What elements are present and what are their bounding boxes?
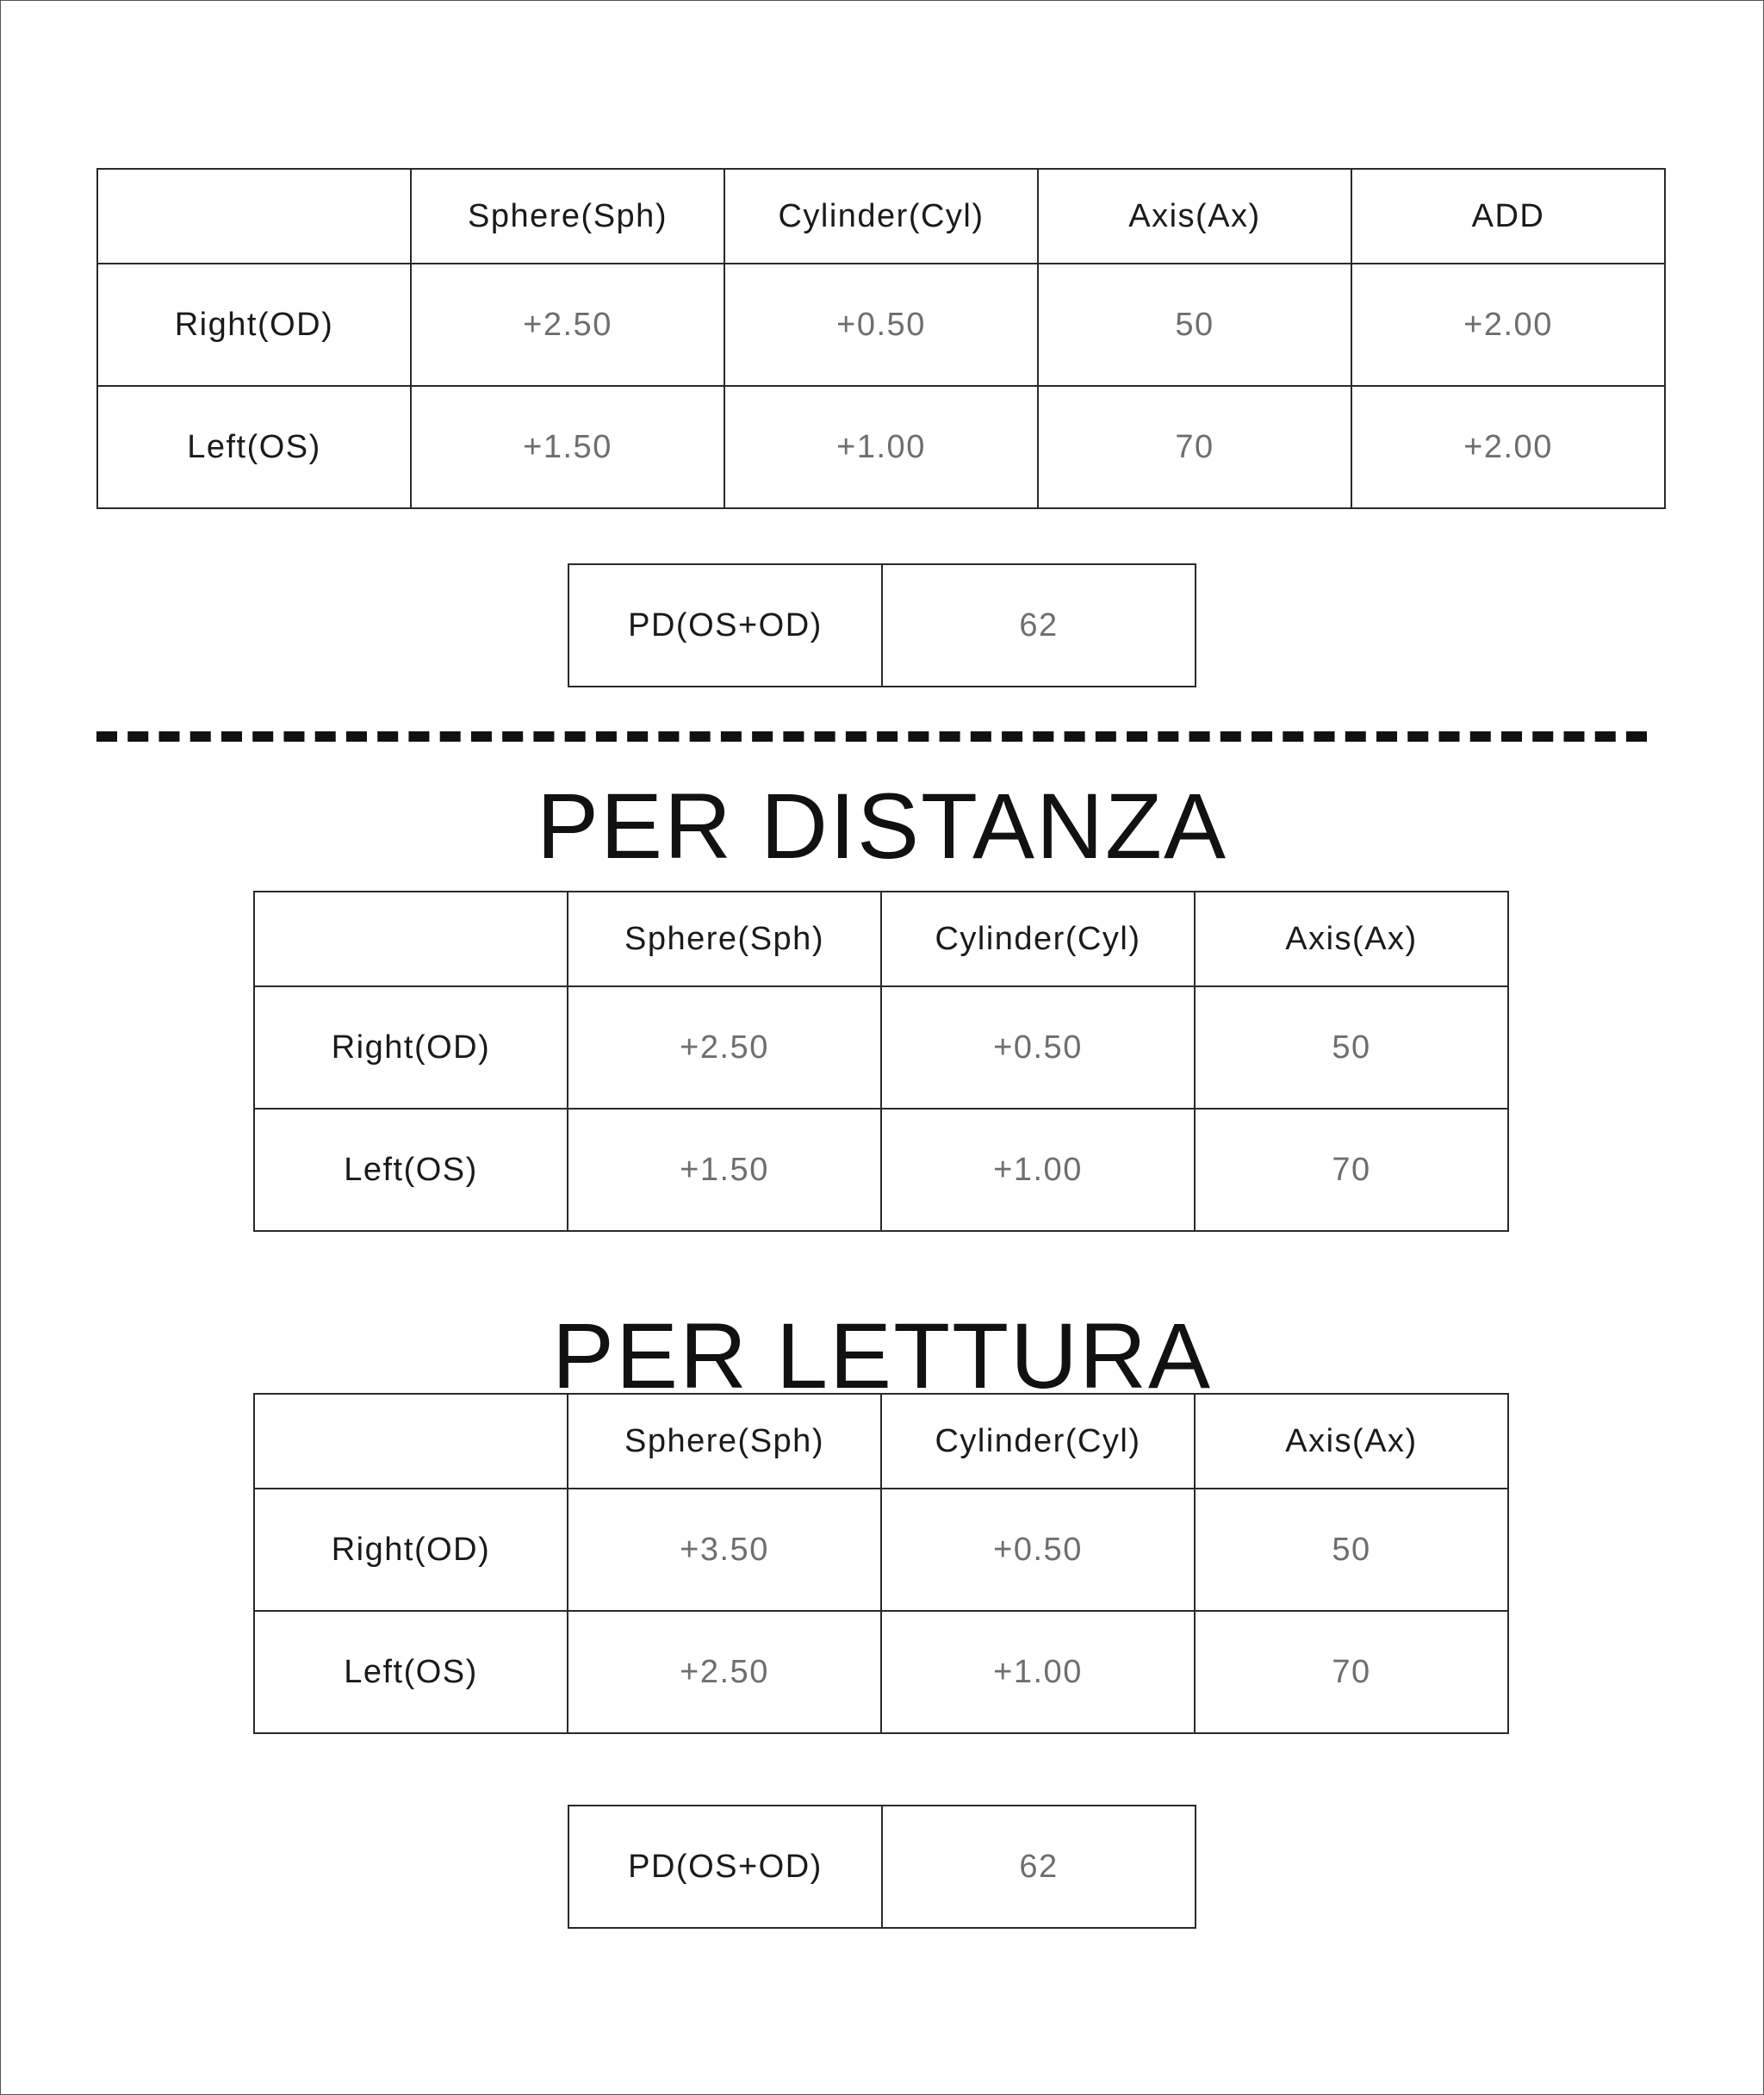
dashed-divider (96, 731, 1647, 742)
pd-label: PD(OS+OD) (568, 564, 882, 687)
sphere-value: +2.50 (568, 986, 881, 1109)
header-cylinder: Cylinder(Cyl) (881, 1394, 1195, 1489)
sphere-value: +1.50 (568, 1109, 881, 1231)
axis-value: 70 (1038, 386, 1351, 508)
cylinder-value: +1.00 (724, 386, 1038, 508)
header-empty-cell (97, 169, 411, 264)
table-header-row (254, 892, 1508, 986)
pd-value: 62 (882, 564, 1196, 687)
table-row-right-eye (254, 1489, 1508, 1611)
cylinder-value: +0.50 (881, 1489, 1195, 1611)
axis-value: 70 (1195, 1109, 1508, 1231)
table-row-left-eye (254, 1611, 1508, 1733)
add-value: +2.00 (1351, 264, 1665, 386)
header-sphere: Sphere(Sph) (568, 1394, 881, 1489)
add-value: +2.00 (1351, 386, 1665, 508)
axis-value: 50 (1195, 986, 1508, 1109)
header-sphere: Sphere(Sph) (568, 892, 881, 986)
axis-value: 50 (1195, 1489, 1508, 1611)
pd-row (568, 564, 1196, 687)
reading-section-title: PER LETTURA (551, 1303, 1213, 1408)
header-axis: Axis(Ax) (1195, 1394, 1508, 1489)
cylinder-value: +0.50 (724, 264, 1038, 386)
pd-row (568, 1806, 1196, 1928)
header-cylinder: Cylinder(Cyl) (724, 169, 1038, 264)
pd-table-top (568, 563, 1196, 687)
header-add: ADD (1351, 169, 1665, 264)
header-empty-cell (254, 1394, 568, 1489)
table-row-left-eye (97, 386, 1665, 508)
full-prescription-table (96, 168, 1666, 509)
pd-value: 62 (882, 1806, 1196, 1928)
header-axis: Axis(Ax) (1195, 892, 1508, 986)
sphere-value: +2.50 (568, 1611, 881, 1733)
table-header-row (97, 169, 1665, 264)
axis-value: 50 (1038, 264, 1351, 386)
eye-label: Right(OD) (97, 264, 411, 386)
sphere-value: +1.50 (411, 386, 724, 508)
axis-value: 70 (1195, 1611, 1508, 1733)
distance-prescription-table (253, 891, 1509, 1232)
sphere-value: +3.50 (568, 1489, 881, 1611)
table-row-right-eye (254, 986, 1508, 1109)
eye-label: Right(OD) (254, 1489, 568, 1611)
header-cylinder: Cylinder(Cyl) (881, 892, 1195, 986)
distance-section-title: PER DISTANZA (536, 774, 1228, 878)
cylinder-value: +0.50 (881, 986, 1195, 1109)
reading-prescription-table (253, 1393, 1509, 1734)
pd-label: PD(OS+OD) (568, 1806, 882, 1928)
table-header-row (254, 1394, 1508, 1489)
cylinder-value: +1.00 (881, 1611, 1195, 1733)
table-row-left-eye (254, 1109, 1508, 1231)
table-row-right-eye (97, 264, 1665, 386)
sphere-value: +2.50 (411, 264, 724, 386)
header-sphere: Sphere(Sph) (411, 169, 724, 264)
eye-label: Left(OS) (254, 1611, 568, 1733)
cylinder-value: +1.00 (881, 1109, 1195, 1231)
header-axis: Axis(Ax) (1038, 169, 1351, 264)
header-empty-cell (254, 892, 568, 986)
eye-label: Right(OD) (254, 986, 568, 1109)
pd-table-bottom (568, 1805, 1196, 1929)
eye-label: Left(OS) (97, 386, 411, 508)
eye-label: Left(OS) (254, 1109, 568, 1231)
